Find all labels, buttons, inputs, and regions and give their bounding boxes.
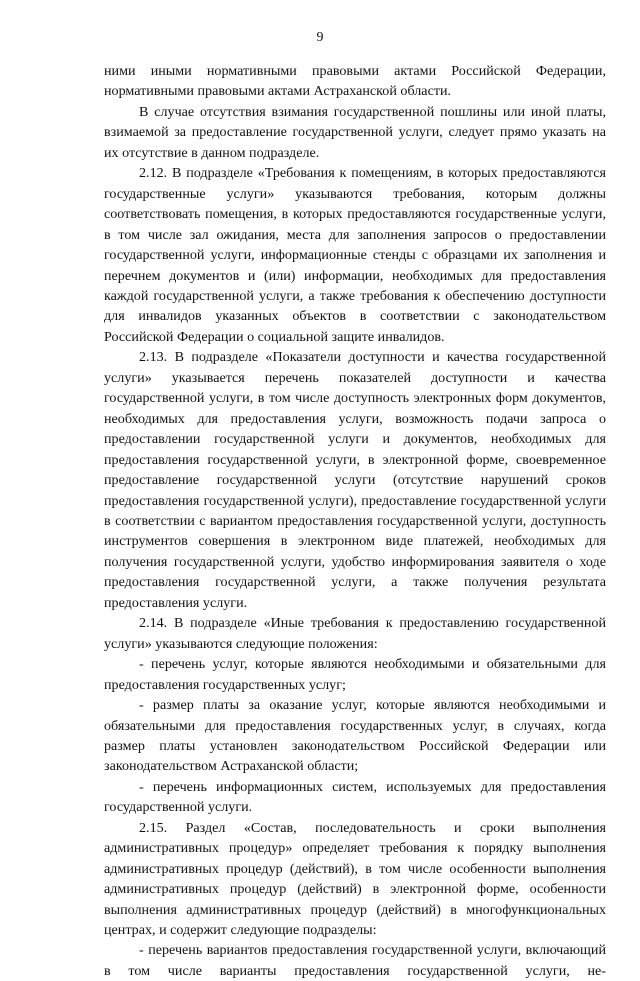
- paragraph-2-12: 2.12. В подразделе «Требования к помещениям, в которых предоставляются государственные услуги» указываются требования, которым должны соответствовать помещения, в которых предоставляются государственные услуги, в том числе зал ожидания, места для заполнения запросов о предоставлении государственной услуги, информационные стенды с образцами их заполнения и перечнем документов и (или) информации, необходимых для предоставления каждой государственной услуги, а также требования к обеспечению доступности для инвалидов указанных объектов в соответствии с законодательством Российской Федерации о социальной защите инвалидов.: [104, 165, 606, 345]
- list-item-payment-amount: - размер платы за оказание услуг, которые являются необходимыми и обязательными для предоставления государственных услуг, в случаях, когда размер платы установлен законодательством Российской Федерации или законодательством Астраханской области;: [104, 697, 606, 775]
- paragraph-continuation: ними иными нормативными правовыми актами Российской Федерации, нормативными правовыми актами Астраханской области.: [104, 63, 606, 100]
- list-item-service-variants: - перечень вариантов предоставления государственной услуги, включающий в том числе варианты предоставления государственной услуги, не-: [104, 942, 606, 979]
- paragraph-2-14: 2.14. В подразделе «Иные требования к предоставлению государственной услуги» указываются следующие положения:: [104, 615, 606, 652]
- paragraph-2-13: 2.13. В подразделе «Показатели доступности и качества государственной услуги» указывается перечень показателей доступности и качества государственной услуги, в том числе доступность электронных форм документов, необходимых для предоставления услуги, возможность подачи запроса о предоставлении государственной услуги и документов, необходимых для предоставления государственной услуги, в электронной форме, своевременное предоставление государственной услуги (отсутствие нарушений сроков предоставления государственной услуги), предоставление государственной услуги в соответствии с вариантом предоставления государственной услуги, доступность инструментов совершения в электронном виде платежей, необходимых для получения государственной услуги, удобство информирования заявителя о ходе предоставления государственной услуги, а также получения результата предоставления услуги.: [104, 349, 606, 611]
- list-item-information-systems: - перечень информационных систем, используемых для предоставления государственной услуги.: [104, 778, 606, 816]
- document-body: [104, 61, 606, 981]
- page-number: 9: [316, 30, 324, 45]
- paragraph-2-15: 2.15. Раздел «Состав, последовательность и сроки выполнения административных процедур» определяет требования к порядку выполнения административных процедур (действий), в том числе особенности выполнения административных процедур (действий) в электронной форме, особенности выполнения административных процедур (действий) в многофункциональных центрах, и содержит следующие подразделы:: [104, 819, 606, 939]
- list-item-required-services: - перечень услуг, которые являются необходимыми и обязательными для предоставления государственных услуг;: [104, 656, 606, 693]
- paragraph-fee-absence: В случае отсутствия взимания государственной пошлины или иной платы, взимаемой за предоставление государственной услуги, следует прямо указать на их отсутствие в данном подразделе.: [104, 103, 606, 161]
